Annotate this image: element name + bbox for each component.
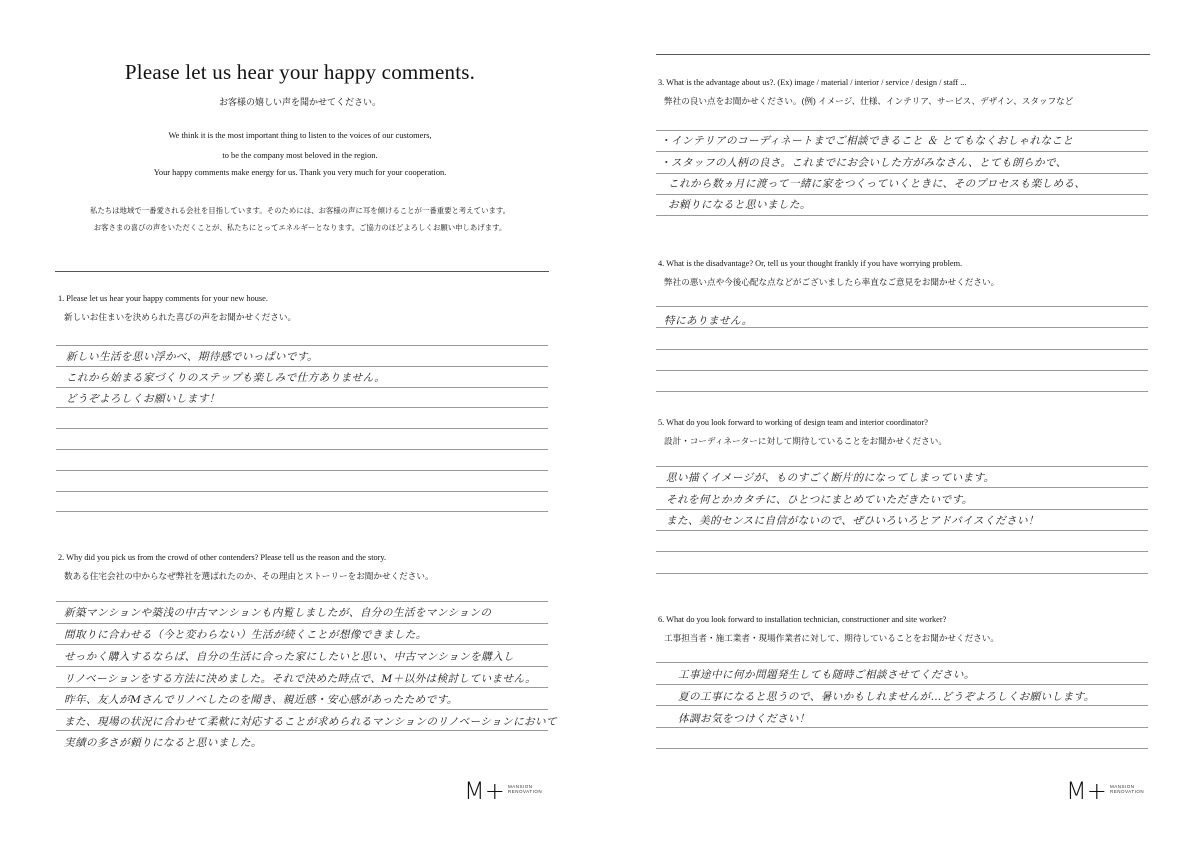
ruled-line xyxy=(656,370,1148,371)
question-4-en: 4. What is the disadvantage? Or, tell us your thought frankly if you have worrying problem. xyxy=(658,259,963,268)
answer-5-line: それを何とかカタチに、ひとつにまとめていただきたいです。 xyxy=(666,494,973,506)
header-divider xyxy=(55,271,549,272)
logo-mark: M+ xyxy=(1066,777,1107,805)
ruled-line xyxy=(56,345,548,346)
answer-2-line: また、現場の状況に合わせて柔軟に対応することが求められるマンションのリノベーションにおいて xyxy=(64,716,557,728)
ruled-line xyxy=(56,428,548,429)
ruled-line xyxy=(656,551,1148,552)
answer-2-line: 新築マンションや築浅の中古マンションも内覧しましたが、自分の生活をマンションの xyxy=(64,607,492,619)
answer-4-line: 特にありません。 xyxy=(664,315,753,327)
ruled-line xyxy=(656,662,1148,663)
answer-6-line: 工事途中に何か問題発生しても随時ご相談させてください。 xyxy=(678,669,975,681)
intro-line: to be the company most beloved in the region. xyxy=(222,151,378,160)
question-6-ja: 工事担当者・施工業者・現場作業者に対して、期待していることをお聞かせください。 xyxy=(664,633,999,643)
ruled-line xyxy=(56,470,548,471)
answer-5-line: 思い描くイメージが、ものすごく断片的になってしまっています。 xyxy=(666,472,995,484)
ruled-line xyxy=(656,151,1148,152)
ruled-line xyxy=(656,173,1148,174)
ruled-line xyxy=(656,748,1148,749)
page-subtitle: お客様の嬉しい声を聞かせてください。 xyxy=(218,97,381,107)
ruled-line xyxy=(56,623,548,624)
ruled-line xyxy=(656,705,1148,706)
ruled-line xyxy=(56,666,548,667)
question-2-ja: 数ある住宅会社の中からなぜ弊社を選ばれたのか、その理由とストーリーをお聞かせください。 xyxy=(64,571,434,581)
answer-2-line: せっかく購入するならば、自分の生活に合った家にしたいと思い、中古マンションを購入し xyxy=(64,651,515,663)
answer-2-line: 実績の多さが頼りになると思いました。 xyxy=(64,737,262,749)
answer-3-line: ・インテリアのコーディネートまでご相談できること ＆ とてもなくおしゃれなこと xyxy=(660,135,1074,147)
page-title: Please let us hear your happy comments. xyxy=(124,60,476,84)
intro-line: We think it is the most important thing to listen to the voices of our customers, xyxy=(168,131,432,140)
answer-2-line: 間取りに合わせる（今と変わらない）生活が続くことが想像できました。 xyxy=(64,629,427,641)
ruled-line xyxy=(56,387,548,388)
logo-text: MANSION RENOVATION xyxy=(508,784,543,794)
question-2-en: 2. Why did you pick us from the crowd of other contenders? Please tell us the reason and the story. xyxy=(58,553,387,562)
right-page xyxy=(600,0,1200,849)
ruled-line xyxy=(56,407,548,408)
ruled-line xyxy=(656,466,1148,467)
question-1-ja: 新しいお住まいを決められた喜びの声をお聞かせください。 xyxy=(64,312,297,322)
ruled-line xyxy=(56,644,548,645)
intro-ja-line: お客さまの喜びの声をいただくことが、私たちにとってエネルギーとなります。ご協力のほどよろしくお願い申しあげます。 xyxy=(93,223,507,232)
ruled-line xyxy=(656,530,1148,531)
answer-2-line: リノベーションをする方法に決めました。それで決めた時点で、M＋以外は検討していません。 xyxy=(64,673,537,685)
question-3-ja: 弊社の良い点をお聞かせください。(例) イメージ、仕様、インテリア、サービス、デザイン、スタッフなど xyxy=(664,96,1074,106)
ruled-line xyxy=(56,511,548,512)
ruled-line xyxy=(656,194,1148,195)
ruled-line xyxy=(56,491,548,492)
question-6-en: 6. What do you look forward to installation technician, constructioner and site worker? xyxy=(658,615,947,624)
ruled-line xyxy=(656,215,1148,216)
answer-1-line: 新しい生活を思い浮かべ、期待感でいっぱいです。 xyxy=(66,351,319,363)
answer-2-line: 昨年、友人がMさんでリノベしたのを聞き、親近感・安心感があったためです。 xyxy=(64,694,458,706)
ruled-line xyxy=(656,509,1148,510)
ruled-line xyxy=(656,306,1148,307)
ruled-line xyxy=(56,366,548,367)
ruled-line xyxy=(656,349,1148,350)
ruled-line xyxy=(656,391,1148,392)
ruled-line xyxy=(656,684,1148,685)
ruled-line xyxy=(56,709,548,710)
question-5-en: 5. What do you look forward to working of design team and interior coordinator? xyxy=(658,418,928,427)
answer-3-line: これから数ヵ月に渡って一緒に家をつくっていくときに、そのプロセスも楽しめる、 xyxy=(668,178,1086,190)
ruled-line xyxy=(656,727,1148,728)
answer-6-line: 体調お気をつけください！ xyxy=(678,713,810,725)
answer-5-line: また、美的センスに自信がないので、ぜひいろいろとアドバイスください！ xyxy=(666,515,1039,527)
ruled-line xyxy=(56,601,548,602)
ruled-line xyxy=(56,449,548,450)
answer-1-line: どうぞよろしくお願いします！ xyxy=(66,393,220,405)
answer-6-line: 夏の工事になると思うので、暑いかもしれませんが…どうぞよろしくお願いします。 xyxy=(678,691,1095,703)
ruled-line xyxy=(656,130,1148,131)
answer-1-line: これから始まる家づくりのステップも楽しみで仕方ありません。 xyxy=(66,372,386,384)
intro-ja-line: 私たちは地域で一番愛される会社を目指しています。そのためには、お客様の声に耳を傾けることが一番重要と考えています。 xyxy=(89,206,511,215)
logo-text: MANSION RENOVATION xyxy=(1110,784,1145,794)
ruled-line xyxy=(56,687,548,688)
question-1-en: 1. Please let us hear your happy comments for your new house. xyxy=(58,294,268,303)
ruled-line xyxy=(656,487,1148,488)
question-4-ja: 弊社の悪い点や今後心配な点などがございましたら率直なご意見をお聞かせください。 xyxy=(664,277,1000,287)
ruled-line xyxy=(56,730,548,731)
logo-mark: M+ xyxy=(464,777,505,805)
question-5-ja: 設計・コーディネーターに対して期待していることをお聞かせください。 xyxy=(664,436,947,446)
answer-3-line: ・スタッフの人柄の良さ。これまでにお会いした方がみなさん、とても朗らかで、 xyxy=(660,157,1067,169)
ruled-line xyxy=(656,573,1148,574)
intro-line: Your happy comments make energy for us. Thank you very much for your cooperation. xyxy=(153,168,447,177)
answer-3-line: お頼りになると思いました。 xyxy=(668,199,811,211)
top-divider xyxy=(656,54,1150,55)
question-3-en: 3. What is the advantage about us?. (Ex) image / material / interior / service / design / staff ... xyxy=(658,78,967,87)
